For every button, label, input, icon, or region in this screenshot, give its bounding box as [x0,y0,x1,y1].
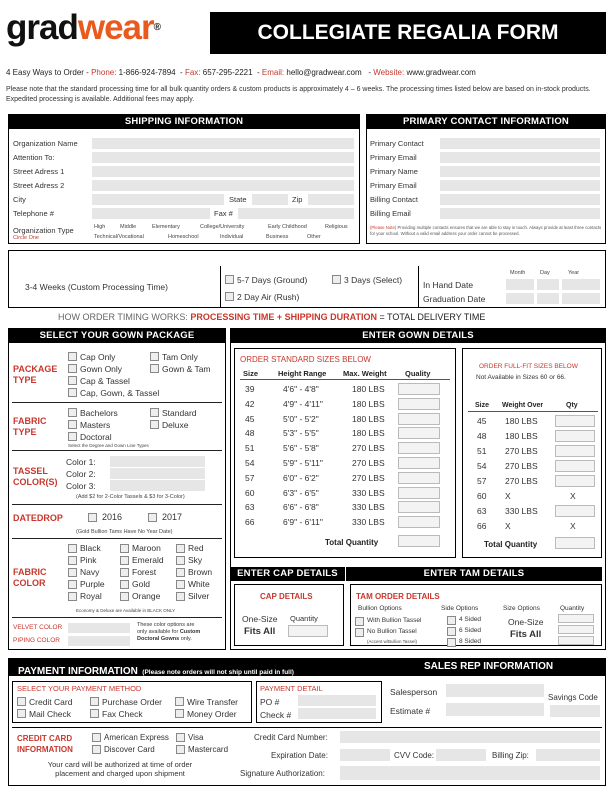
fabric-color-label: Forest [132,567,157,577]
fullfit-size-cell: 57 [477,476,487,486]
primary-name-field[interactable] [440,166,600,177]
fullfit-size-cell: 45 [477,416,487,426]
fullfit-size-cell: 54 [477,461,487,471]
tam-qty1-field[interactable] [558,614,594,623]
fullfit-qty-x: X [570,491,576,501]
cc-number-field[interactable] [340,731,600,743]
fullfit-qty-field[interactable] [555,430,595,442]
weight-cell: 180 LBS [352,384,385,394]
std-qty-field[interactable] [398,457,440,469]
cvv-field[interactable] [436,749,486,761]
gown-details-title: ENTER GOWN DETAILS [230,328,606,343]
grad-day[interactable] [537,293,559,304]
fullfit-weight-cell: X [505,521,511,531]
height-cell: 4'6" - 4'8" [283,384,319,394]
fabric-color-label: Maroon [132,543,161,553]
grad-month[interactable] [506,293,534,304]
primary-title: PRIMARY CONTACT INFORMATION [366,114,606,129]
shipping-title: SHIPPING INFORMATION [8,114,360,129]
fabric-color-label: Orange [132,591,161,601]
tassel-color2-field[interactable] [110,468,205,479]
height-cell: 4'9" - 4'11" [283,398,323,409]
fullfit-qty-field[interactable] [555,445,595,457]
fabric-color-label: Gold [132,579,150,589]
size-cell: 57 [245,472,255,483]
cap-gown-tassel-checkbox[interactable] [68,388,77,397]
fullfit-qty-field[interactable] [555,505,595,517]
fullfit-weight-cell: 330 LBS [505,506,538,516]
street1-field[interactable] [92,166,354,177]
fullfit-weight-cell: X [505,491,511,501]
size-cell: 39 [245,384,255,394]
fullfit-qty-field[interactable] [555,415,595,427]
deluxe-checkbox[interactable] [150,420,159,429]
select3-checkbox[interactable] [332,275,341,284]
height-cell: 6'0" - 6'2" [283,472,319,483]
fabric-color-label: White [188,579,210,589]
size-cell: 66 [245,517,255,528]
salesperson-field[interactable] [446,684,544,697]
std-qty-field[interactable] [398,516,440,528]
height-cell: 6'3" - 6'5" [283,487,319,498]
fabric-color-checkbox[interactable] [120,568,129,577]
org-name-field[interactable] [92,138,354,149]
fabric-color-checkbox[interactable] [176,580,185,589]
air-checkbox[interactable] [225,292,234,301]
savings-code-field[interactable] [550,705,600,717]
std-qty-field[interactable] [398,413,440,425]
fabric-color-checkbox[interactable] [68,580,77,589]
fabric-color-label: Brown [188,567,213,577]
fullfit-qty-field[interactable] [555,460,595,472]
gown-only-checkbox[interactable] [68,364,77,373]
fabric-color-label: Emerald [132,555,164,565]
street2-field[interactable] [92,180,354,191]
logo-grad: grad [6,8,78,47]
size-cell: 45 [245,413,255,424]
std-qty-field[interactable] [398,501,440,513]
inhand-year[interactable] [562,279,600,290]
weight-cell: 330 LBS [352,487,385,498]
fullfit-weight-cell: 180 LBS [505,416,538,426]
size-cell: 51 [245,443,255,454]
fullfit-size-cell: 48 [477,431,487,441]
logo-reg: ® [153,22,161,33]
fabric-color-checkbox[interactable] [120,592,129,601]
std-total-field[interactable] [398,535,440,547]
size-cell: 48 [245,428,255,439]
standard-checkbox[interactable] [150,408,159,417]
std-qty-field[interactable] [398,398,440,410]
bachelors-checkbox[interactable] [68,408,77,417]
fullfit-weight-cell: 180 LBS [505,431,538,441]
tassel-color3-field[interactable] [110,480,205,491]
height-cell: 6'6" - 6'8" [283,502,319,513]
height-cell: 5'6" - 5'8" [283,443,319,454]
weight-cell: 180 LBS [352,413,385,424]
primary-email2-field[interactable] [440,180,600,191]
cap-only-checkbox[interactable] [68,352,77,361]
weight-cell: 180 LBS [352,398,385,409]
fabric-color-label: Sky [188,555,203,565]
tam-only-checkbox[interactable] [150,352,159,361]
primary-email-field[interactable] [440,152,600,163]
inhand-month[interactable] [506,279,534,290]
city-field[interactable] [92,194,224,205]
fabric-color-checkbox[interactable] [120,544,129,553]
inhand-day[interactable] [537,279,559,290]
fabric-color-label: Black [80,543,101,553]
gown-tam-checkbox[interactable] [150,364,159,373]
fabric-color-checkbox[interactable] [68,592,77,601]
size-cell: 42 [245,398,255,409]
check-field[interactable] [298,708,376,719]
std-qty-field[interactable] [398,472,440,484]
signature-field[interactable] [340,766,600,780]
std-qty-field[interactable] [398,427,440,439]
mail-check-checkbox[interactable] [17,709,26,718]
side8-checkbox[interactable] [447,638,456,647]
notice-text: Please note that the standard processing time for all bulk quantity orders & custom products is approximately 4 – 6 weeks. The processing times listed below are based on in-stock products. Expedited processing is available. Additional fees may apply. [6,86,591,103]
year-2016-checkbox[interactable] [88,513,97,522]
tam-qty2-field[interactable] [558,625,594,634]
fabric-color-label: Navy [80,567,100,577]
credit-card-checkbox[interactable] [17,697,26,706]
purchase-order-checkbox[interactable] [90,697,99,706]
weight-cell: 270 LBS [352,458,385,468]
height-cell: 5'3" - 5'5" [283,428,319,439]
piping-color-field[interactable] [68,636,130,646]
cap-tassel-checkbox[interactable] [68,376,77,385]
payment-title: PAYMENT INFORMATION (Please note orders will not ship until paid in full) [18,666,294,677]
expiration-field[interactable] [340,749,390,761]
full-total-field[interactable] [555,537,595,549]
cap-details-bar: ENTER CAP DETAILS [230,567,345,581]
fabric-color-checkbox[interactable] [176,556,185,565]
std-qty-field[interactable] [398,487,440,499]
fullfit-weight-cell: 270 LBS [505,461,538,471]
weight-cell: 180 LBS [352,428,385,439]
std-qty-field[interactable] [398,383,440,395]
fullfit-size-cell: 63 [477,506,487,516]
cap-qty-field[interactable] [288,625,328,637]
fullfit-qty-field[interactable] [555,475,595,487]
year-2017-checkbox[interactable] [148,513,157,522]
sales-rep-title: SALES REP INFORMATION [424,661,554,672]
auth-note: Your card will be authorized at time of order placement and charged upon shipment [47,760,193,778]
fabric-color-checkbox[interactable] [68,568,77,577]
state-field[interactable] [252,194,288,205]
fax-check-checkbox[interactable] [90,709,99,718]
shipping-box [8,114,360,244]
telephone-field[interactable] [92,208,210,219]
contact-line: 4 Easy Ways to Order - Phone: 1-866-924-7894 - Fax: 657-295-2221 - Email: hello@gradwear.com - Website: www.gradwear.com [6,68,476,77]
processing-weeks[interactable]: 3-4 Weeks (Custom Processing Time) [25,282,168,292]
billing-zip-field[interactable] [536,749,600,761]
height-cell: 5'9" - 5'11" [283,458,323,468]
billing-email-field[interactable] [440,208,600,219]
po-field[interactable] [298,695,376,706]
estimate-field[interactable] [446,703,544,716]
fabric-color-checkbox[interactable] [176,592,185,601]
with-bullion-checkbox[interactable] [355,617,364,626]
size-cell: 54 [245,458,255,468]
side4-checkbox[interactable] [447,616,456,625]
weight-cell: 330 LBS [352,517,385,528]
fabric-color-checkbox[interactable] [68,556,77,565]
zip-field[interactable] [308,194,354,205]
fabric-color-checkbox[interactable] [176,568,185,577]
discover-checkbox[interactable] [92,745,101,754]
fabric-color-label: Silver [188,591,210,601]
fabric-color-label: Red [188,543,204,553]
visa-checkbox[interactable] [176,733,185,742]
form-title: COLLEGIATE REGALIA FORM [210,12,606,54]
weight-cell: 330 LBS [352,502,385,513]
money-order-checkbox[interactable] [175,709,184,718]
billing-contact-field[interactable] [440,194,600,205]
fullfit-size-cell: 60 [477,491,487,501]
fabric-color-checkbox[interactable] [120,580,129,589]
fullfit-weight-cell: 270 LBS [505,446,538,456]
fabric-color-label: Purple [80,579,105,589]
fabric-color-label: Pink [80,555,97,565]
side6-checkbox[interactable] [447,627,456,636]
fullfit-size-cell: 51 [477,446,487,456]
masters-checkbox[interactable] [68,420,77,429]
velvet-color-field[interactable] [68,623,130,633]
weight-cell: 270 LBS [352,472,385,483]
fax-field[interactable] [238,208,354,219]
tam-qty3-field[interactable] [558,636,594,645]
ground-checkbox[interactable] [225,275,234,284]
fullfit-size-cell: 66 [477,521,487,531]
height-cell: 6'9" - 6'11" [283,517,323,528]
attention-field[interactable] [92,152,354,163]
fabric-color-checkbox[interactable] [120,556,129,565]
weight-cell: 270 LBS [352,443,385,454]
gown-package-title: SELECT YOUR GOWN PACKAGE [8,328,226,343]
fabric-color-checkbox[interactable] [68,544,77,553]
contact-note: (Please Note) Providing multiple contacts ensures that we are able to stay in touch. Always provide at least three contacts for your school. Without a valid email address your order cannot be processed. [370,225,602,236]
doctoral-checkbox[interactable] [68,432,77,441]
grad-year[interactable] [562,293,600,304]
fabric-color-checkbox[interactable] [176,544,185,553]
no-bullion-checkbox[interactable] [355,628,364,637]
size-cell: 63 [245,502,255,513]
velvet-note: These color options are only available for Custom Doctoral Gowns only. [137,622,201,642]
primary-contact-field[interactable] [440,138,600,149]
fullfit-qty-x: X [570,521,576,531]
std-qty-field[interactable] [398,442,440,454]
fullfit-weight-cell: 270 LBS [505,476,538,486]
amex-checkbox[interactable] [92,733,101,742]
timing-line: HOW ORDER TIMING WORKS: PROCESSING TIME + SHIPPING DURATION = TOTAL DELIVERY TIME [58,312,486,322]
mastercard-checkbox[interactable] [176,745,185,754]
height-cell: 5'0" - 5'2" [283,413,319,424]
wire-transfer-checkbox[interactable] [175,697,184,706]
tam-details-bar: ENTER TAM DETAILS [346,567,602,581]
tassel-color1-field[interactable] [110,456,205,467]
logo-wear: wear [77,8,154,47]
logo [6,8,160,48]
size-cell: 60 [245,487,255,498]
fabric-color-label: Royal [80,591,102,601]
